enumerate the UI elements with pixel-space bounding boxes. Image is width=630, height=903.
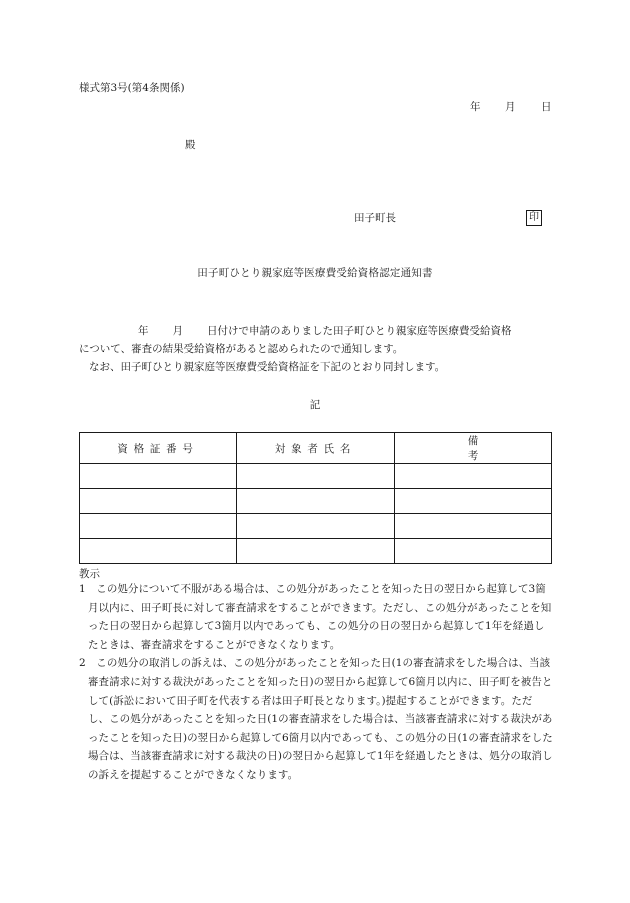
table-cell (395, 539, 552, 564)
header-subject-name: 対象者氏名 (237, 433, 395, 464)
date-year-label: 年 (470, 101, 481, 113)
seal-mark: 印 (526, 210, 542, 226)
table-row (80, 539, 552, 564)
table-cell (395, 464, 552, 489)
table-cell (80, 514, 237, 539)
body-line-3-text: なお、田子町ひとり親家庭等医療費受給資格証を下記のとおり同封します。 (89, 361, 446, 373)
note-item-1: 1 この処分について不服がある場合は、この処分があったことを知った日の翌日から起算して3箇月以内に、田子町長に対して審査請求をすることができます。ただし、この処分があったことを知った日の翌日から起算して3箇月以内であっても、この処分の日の翌日から起算して1年を経過したときは、審査請求をすることができなくなります。 (79, 583, 552, 651)
body-line-1 (79, 322, 552, 340)
body-paragraph (79, 322, 552, 376)
body-year-label: 年 (138, 325, 149, 337)
kyoji-heading: 教示 (79, 568, 100, 580)
header-certificate-number: 資格証番号 (80, 433, 237, 464)
table-row (80, 464, 552, 489)
date-month-label: 月 (505, 101, 516, 113)
table-cell (80, 464, 237, 489)
issuer-title: 田子町長 (354, 212, 396, 224)
table-cell (80, 489, 237, 514)
header-remarks: 備考 (395, 433, 552, 464)
body-line-3 (79, 358, 552, 376)
table-cell (80, 539, 237, 564)
form-number: 様式第3号(第4条関係) (79, 82, 185, 94)
table-header-row (80, 433, 552, 464)
document-title: 田子町ひとり親家庭等医療費受給資格認定通知書 (197, 267, 433, 279)
table-cell (395, 514, 552, 539)
body-line-2: について、審査の結果受給資格があると認められたので通知します。 (79, 343, 404, 355)
table-cell (237, 514, 395, 539)
table-row (80, 489, 552, 514)
date-day-label: 日 (541, 101, 552, 113)
table-cell (237, 539, 395, 564)
table-cell (395, 489, 552, 514)
ki-heading: 記 (309, 399, 321, 411)
body-month-label: 月 (172, 325, 183, 337)
instruction-notes (79, 580, 553, 785)
certificate-table (79, 432, 552, 564)
body-line-1-text: 日付けで申請のありました田子町ひとり親家庭等医療費受給資格 (207, 325, 512, 337)
table-cell (237, 489, 395, 514)
note-item-2: 2 この処分の取消しの訴えは、この処分があったことを知った日(1の審査請求をした場合は、当該審査請求に対する裁決があったことを知った日)の翌日から起算して6箇月以内に、田子町を被告として(訴訟において田子町を代表する者は田子町長となります。)提起することができます。ただし、この処分があったことを知った日(1の審査請求をした場合は、当該審査請求に対する裁決があったことを知った日)の翌日から起算して6箇月以内であっても、この処分の日(1の審査請求をした場合は、当該審査請求に対する裁決の日)の翌日から起算して1年を経過したときは、処分の取消しの訴えを提起することができなくなります。 (79, 657, 553, 781)
table-cell (237, 464, 395, 489)
addressee-honorific: 殿 (185, 139, 196, 151)
table-row (80, 514, 552, 539)
